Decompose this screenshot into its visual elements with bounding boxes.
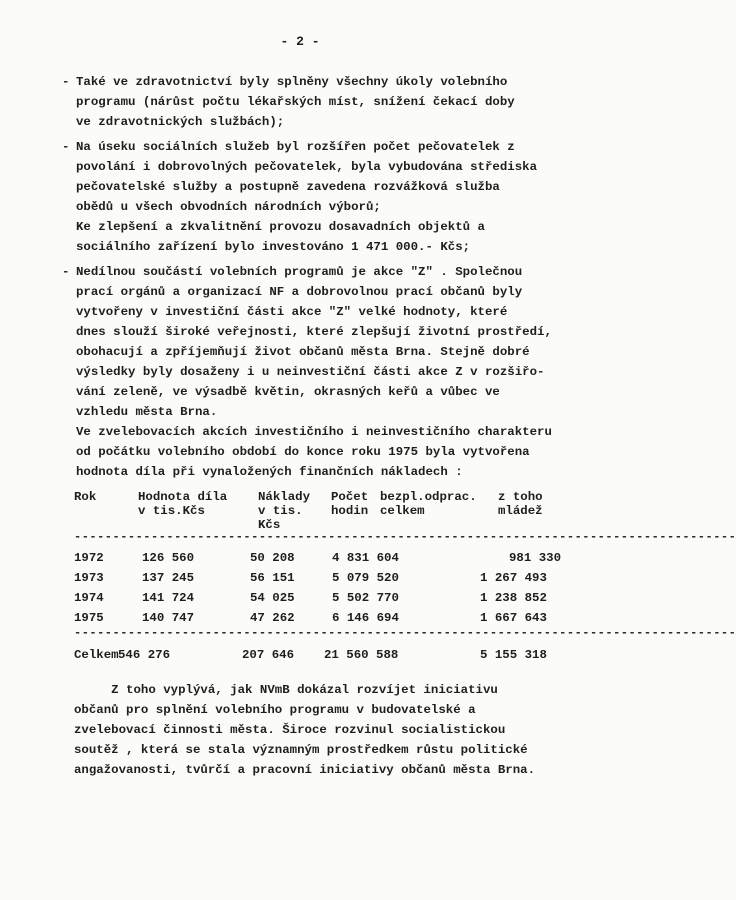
total-work-value: 546 276 [118, 648, 171, 662]
cell-costs: 54 025 [250, 591, 295, 605]
paragraph-line: hodnota díla při vynaložených finančních nákladech : [76, 465, 463, 479]
cell-hours: 6 146 694 [332, 611, 399, 625]
header-unpaid-total: bezpl.odprac. celkem [380, 490, 477, 518]
page-number: - 2 - [280, 34, 320, 49]
paragraph-line: obědů u všech obvodních národních výborů; [76, 200, 381, 214]
cell-year: 1975 [74, 611, 104, 625]
cell-hours: 5 502 770 [332, 591, 399, 605]
total-hours: 21 560 588 [324, 648, 399, 662]
total-label: Celkem [74, 648, 119, 662]
paragraph-line: Také ve zdravotnictví byly splněny všechny úkoly volebního [76, 75, 508, 89]
table-row [74, 588, 584, 608]
bullet-dash: - [62, 265, 70, 279]
cell-youth: 981 330 [509, 551, 562, 565]
header-costs: Náklady v tis. Kčs [258, 490, 311, 532]
table-row [74, 608, 584, 628]
header-year: Rok [74, 490, 97, 504]
paragraph-line: soutěž , která se stala významným prostředkem růstu politické [74, 743, 528, 757]
paragraph-line: Ke zlepšení a zkvalitnění provozu dosavadních objektů a [76, 220, 485, 234]
paragraph-line: zvelebovací činnosti města. Široce rozvinul socialistickou [74, 723, 506, 737]
cell-work-value: 126 560 [142, 551, 195, 565]
header-hours: Počet hodin [331, 490, 369, 518]
paragraph-line: sociálního zařízení bylo investováno 1 471 000.- Kčs; [76, 240, 471, 254]
paragraph-line: vání zeleně, ve výsadbě květin, okrasných keřů a vůbec ve [76, 385, 500, 399]
paragraph-line: pečovatelské služby a postupně zavedena rozvážková služba [76, 180, 500, 194]
bullet-dash: - [62, 140, 70, 154]
table-header [74, 490, 584, 535]
cell-year: 1974 [74, 591, 104, 605]
table-total-row [74, 645, 584, 665]
paragraph-line: dnes slouží široké veřejnosti, které zlepšují životní prostředí, [76, 325, 552, 339]
paragraph-line: Nedílnou součástí volebních programů je akce "Z" . Společnou [76, 265, 523, 279]
cell-costs: 47 262 [250, 611, 295, 625]
list-item-social-services [62, 137, 592, 257]
cell-costs: 56 151 [250, 571, 295, 585]
header-work-value: Hodnota díla v tis.Kčs [138, 490, 228, 518]
list-item-action-z [62, 262, 592, 482]
paragraph-line: od počátku volebního období do konce roku 1975 byla vytvořena [76, 445, 530, 459]
paragraph-line: vzhledu města Brna. [76, 405, 218, 419]
table-row [74, 548, 584, 568]
cell-work-value: 140 747 [142, 611, 195, 625]
table-row [74, 568, 584, 588]
cell-year: 1972 [74, 551, 104, 565]
paragraph-line: Ve zvelebovacích akcích investičního i neinvestičního charakteru [76, 425, 552, 439]
total-youth: 5 155 318 [480, 648, 547, 662]
paragraph-line: povolání i dobrovolných pečovatelek, byla vybudována střediska [76, 160, 538, 174]
paragraph-line: vytvořeny v investiční části akce "Z" velké hodnoty, které [76, 305, 508, 319]
paragraph-line: obohacují a zpříjemňují život občanů města Brna. Stejně dobré [76, 345, 530, 359]
cell-work-value: 141 724 [142, 591, 195, 605]
table-rule-bottom: -------------------------------------------------------------------------------------- [74, 626, 736, 640]
paragraph-line: občanů pro splnění volebního programu v budovatelské a [74, 703, 476, 717]
table-rule-top: -------------------------------------------------------------------------------------- [74, 530, 736, 544]
paragraph-line: výsledky byly dosaženy i u neinvestiční části akce Z v rozšiřo- [76, 365, 545, 379]
paragraph-line: ve zdravotnických službách); [76, 115, 285, 129]
cell-year: 1973 [74, 571, 104, 585]
paragraph-line: prací orgánů a organizací NF a dobrovolnou prací občanů byly [76, 285, 523, 299]
bullet-dash: - [62, 75, 70, 89]
total-costs: 207 646 [242, 648, 295, 662]
cell-costs: 50 208 [250, 551, 295, 565]
cell-youth: 1 667 643 [480, 611, 547, 625]
list-item-healthcare [62, 72, 592, 132]
table-body [74, 548, 584, 628]
cell-youth: 1 238 852 [480, 591, 547, 605]
cell-youth: 1 267 493 [480, 571, 547, 585]
paragraph-line: angažovanosti, tvůrčí a pracovní iniciativy občanů města Brna. [74, 763, 536, 777]
table-total [74, 645, 584, 665]
cell-hours: 4 831 604 [332, 551, 399, 565]
paragraph-line: Z toho vyplývá, jak NVmB dokázal rozvíjet iniciativu [74, 683, 498, 697]
conclusion-paragraph [74, 680, 594, 780]
paragraph-line: programu (nárůst počtu lékařských míst, snížení čekací doby [76, 95, 515, 109]
cell-hours: 5 079 520 [332, 571, 399, 585]
paragraph-line: Na úseku sociálních služeb byl rozšířen počet pečovatelek z [76, 140, 515, 154]
header-youth: z toho mládež [498, 490, 543, 518]
cell-work-value: 137 245 [142, 571, 195, 585]
